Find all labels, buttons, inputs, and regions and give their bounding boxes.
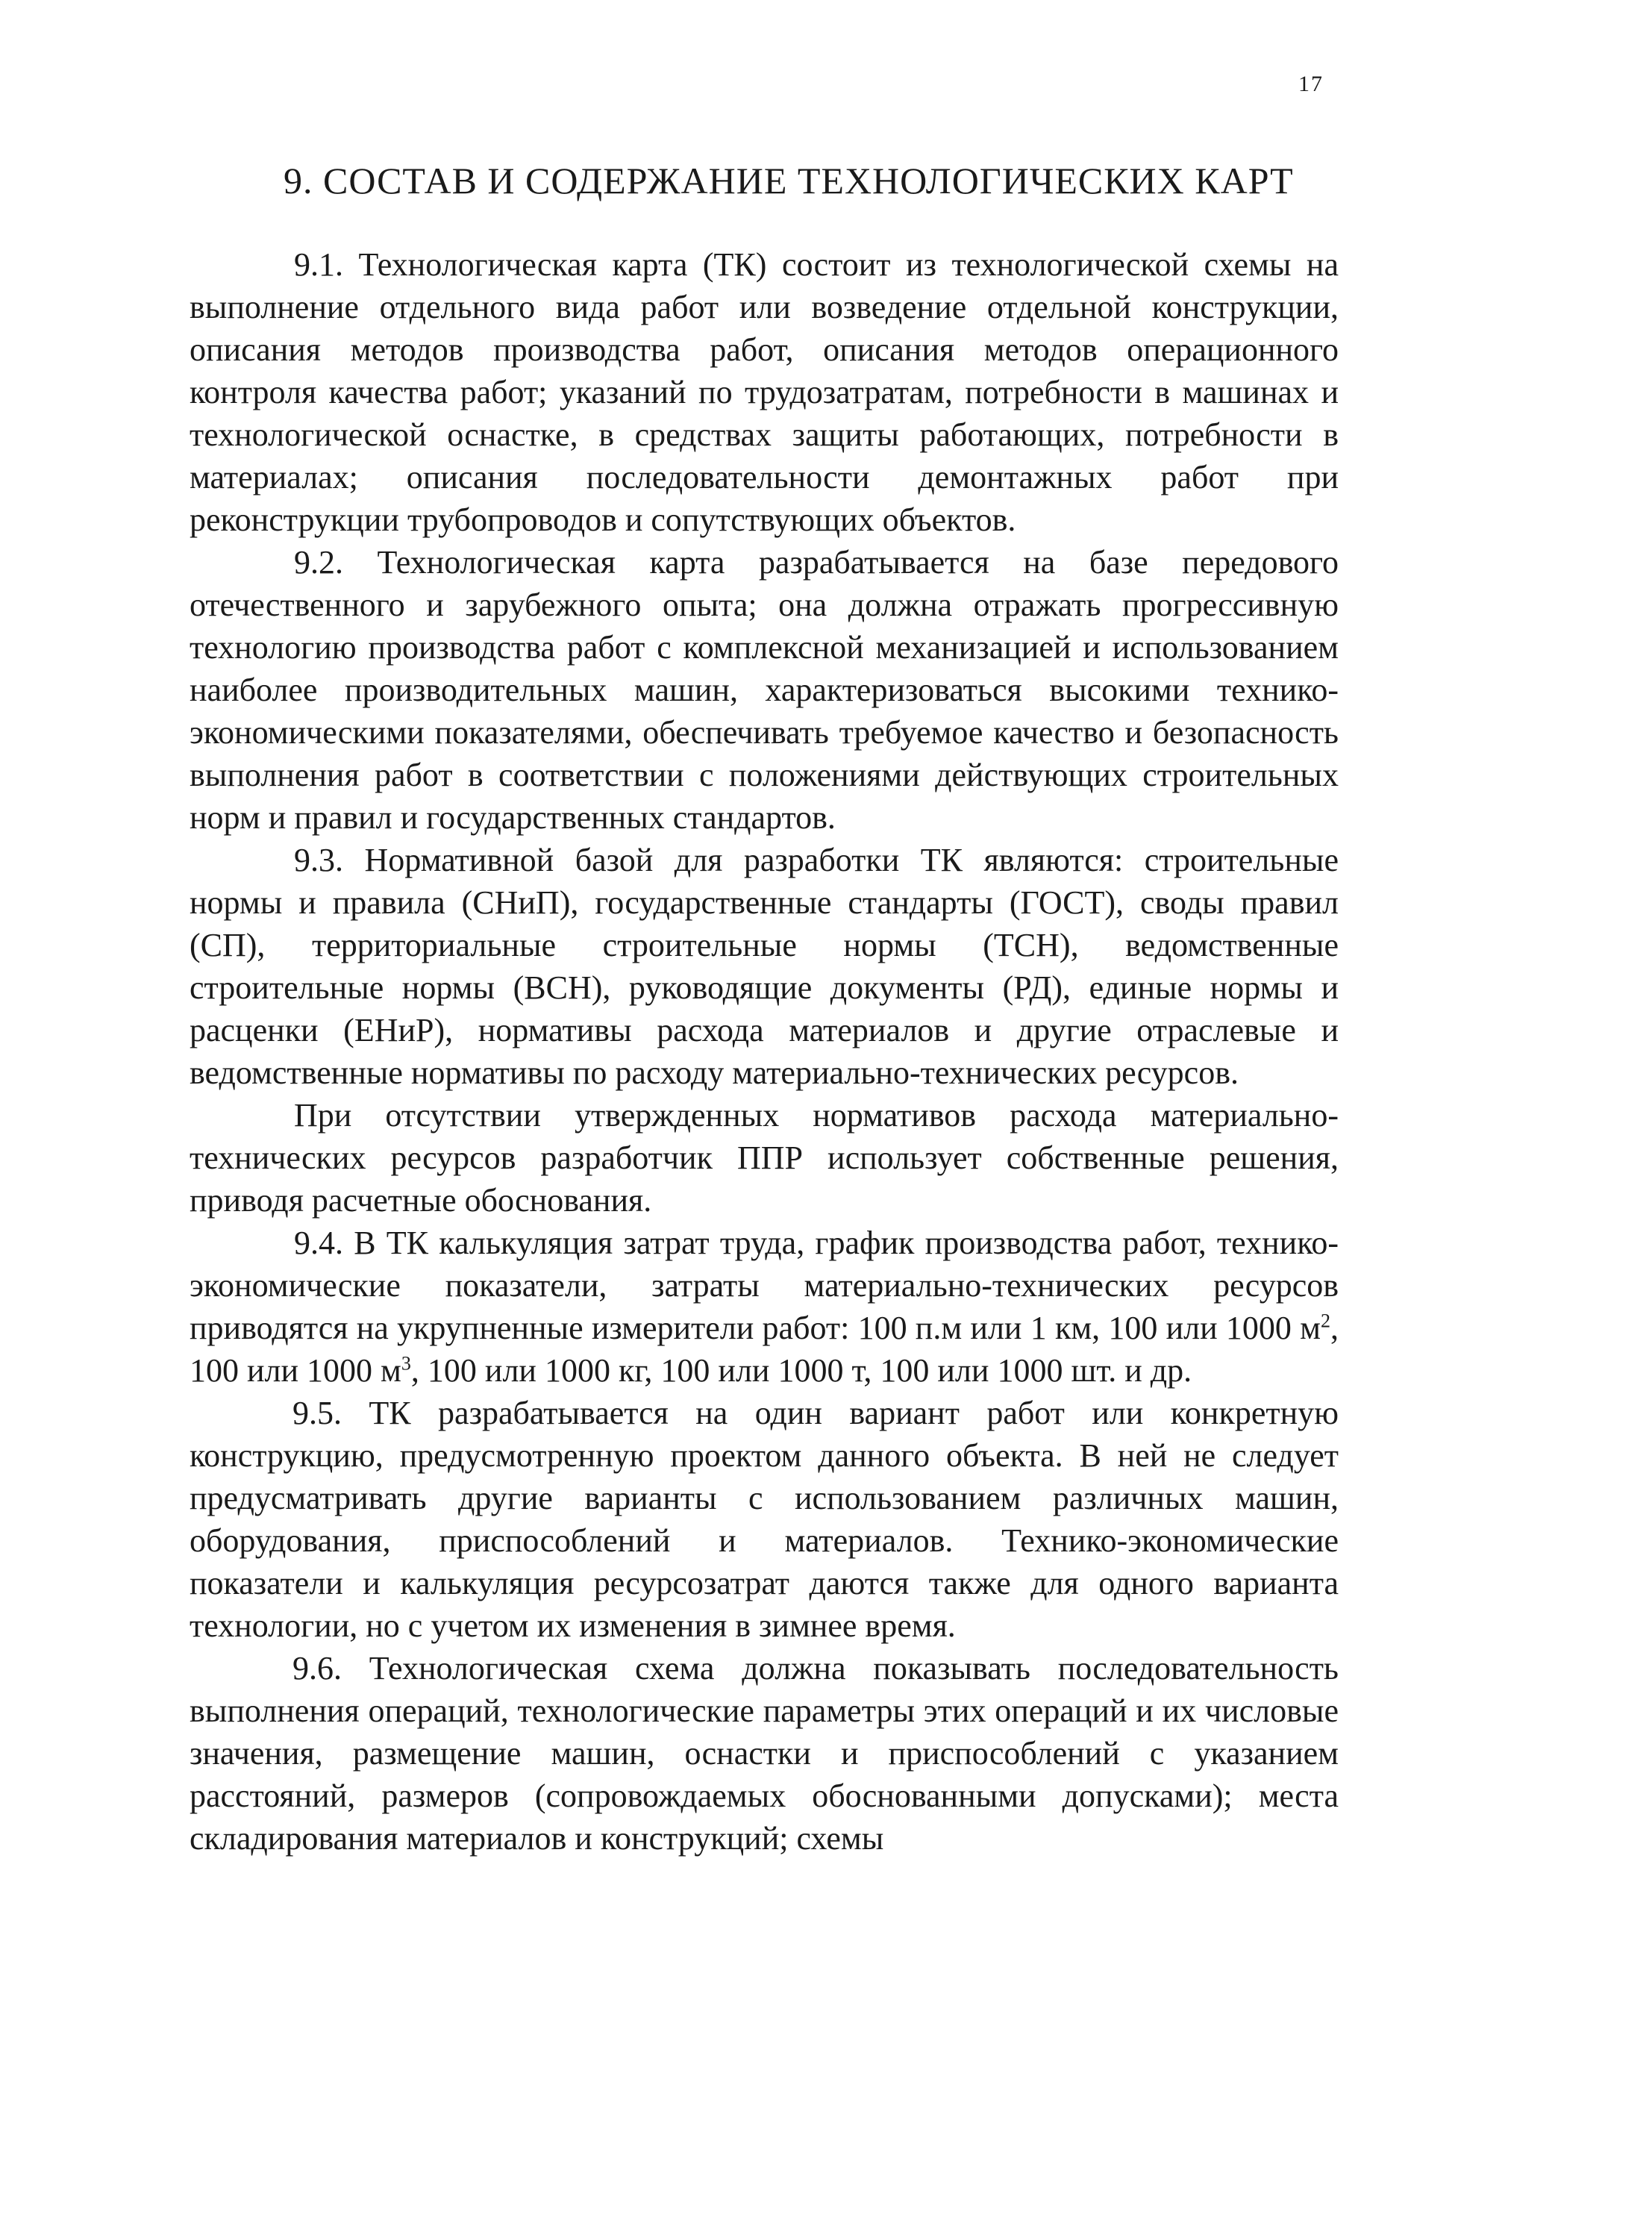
square-superscript: 2 <box>1321 1310 1330 1332</box>
paragraph-9-1: 9.1. Технологическая карта (ТК) состоит из технологической схемы на выполнение отдельного вида работ или возведение отдельной конструкции, описания методов производства работ, описания методов операционного контроля качества работ; указаний по трудозатратам, потребности в машинах и технологической оснастке, в средствах защиты работающих, потребности в материалах; описания последовательности демонтажных работ при реконструкции трубопроводов и сопутствующих объектов. <box>190 246 1339 538</box>
paragraph-9-6: 9.6. Технологическая схема должна показывать последовательность выполнения операций, технологические параметры этих операций и их числовые значения, размещение машин, оснастки и приспособлений с указанием расстояний, размеров (сопровождаемых обоснованными допусками); места складирования материалов и конструкций; схемы <box>190 1650 1339 1857</box>
paragraph-9-5: 9.5. ТК разрабатывается на один вариант работ или конкретную конструкцию, предусмотренную проектом данного объекта. В ней не следует предусматривать другие варианты с использованием различных машин, оборудования, приспособлений и материалов. Технико-экономические показатели и калькуляция ресурсозатрат даются также для одного варианта технологии, но с учетом их изменения в зимнее время. <box>190 1395 1339 1644</box>
paragraph-9-3-note: При отсутствии утвержденных нормативов расхода материально-технических ресурсов разработчик ППР использует собственные решения, приводя расчетные обоснования. <box>190 1097 1339 1219</box>
paragraph-9-4 <box>190 1222 1339 1392</box>
paragraph-9-2: 9.2. Технологическая карта разрабатывается на базе передового отечественного и зарубежного опыта; она должна отражать прогрессивную технологию производства работ с комплексной механизацией и использованием наиболее производительных машин, характеризоваться высокими технико-экономическими показателями, обеспечивать требуемое качество и безопасность выполнения работ в соответствии с положениями действующих строительных норм и правил и государственных стандартов. <box>190 544 1339 836</box>
paragraph-9-4-part-a: 9.4. В ТК калькуляция затрат труда, график производства работ, технико-экономические показатели, затраты материально-технических ресурсов приводятся на укрупненные измерители работ: 100 п.м или 1 км, 100 или 1000 м <box>190 1225 1339 1346</box>
paragraph-9-4-part-c: , 100 или 1000 кг, 100 или 1000 т, 100 или 1000 шт. и др. <box>410 1352 1192 1389</box>
body-text <box>190 243 1339 1860</box>
paragraph-9-4-part-b: , 100 или 1000 м <box>190 1310 1339 1389</box>
paragraph-9-3: 9.3. Нормативной базой для разработки ТК являются: строительные нормы и правила (СНиП), государственные стандарты (ГОСТ), своды правил (СП), территориальные строительные нормы (ТСН), ведомственные строительные нормы (ВСН), руководящие документы (РД), единые нормы и расценки (ЕНиР), нормативы расхода материалов и другие отраслевые и ведомственные нормативы по расходу материально-технических ресурсов. <box>190 842 1339 1091</box>
cube-superscript: 3 <box>401 1352 411 1375</box>
page-number: 17 <box>1298 72 1324 96</box>
section-title: 9. СОСТАВ И СОДЕРЖАНИЕ ТЕХНОЛОГИЧЕСКИХ КАРТ <box>284 160 1294 201</box>
